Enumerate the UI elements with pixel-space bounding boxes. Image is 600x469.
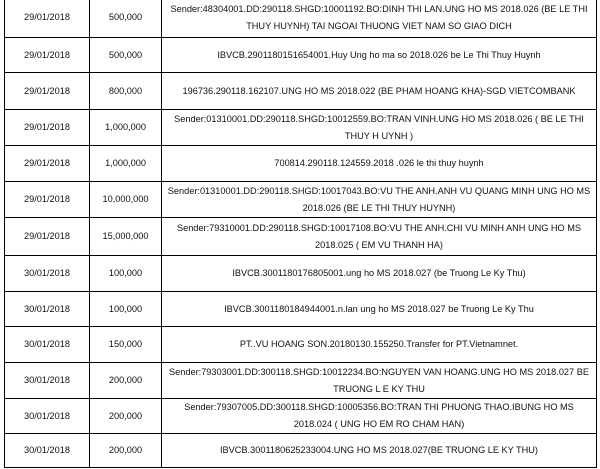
amount-cell: 100,000	[90, 256, 162, 292]
table-row	[5, 0, 597, 38]
description-cell: IBVCB.3001180184944001.n.lan ung ho MS 2018.027 be Truong Le Ky Thu	[162, 292, 597, 327]
description-cell: Sender:01310001.DD:290118.SHGD:10012559.BO:TRAN VINH.UNG HO MS 2018.026 ( BE LE THI THUY H UYNH )	[162, 110, 597, 146]
description-cell: 196736.290118.162107.UNG HO MS 2018.022 (BE PHAM HOANG KHA)-SGD VIETCOMBANK	[162, 73, 597, 110]
amount-cell: 150,000	[90, 327, 162, 363]
date-cell: 29/01/2018	[5, 38, 90, 73]
table-row	[5, 434, 597, 468]
description-cell: IBVCB.3001180176805001.ung ho MS 2018.027 (be Truong Le Ky Thu)	[162, 256, 597, 292]
date-cell: 30/01/2018	[5, 363, 90, 399]
amount-cell: 200,000	[90, 399, 162, 434]
description-cell: Sender:79307005.DD:300118.SHGD:10005356.BO:TRAN THI PHUONG THAO.IBUNG HO MS 2018.024 ( UNG HO EM RO CHAM HAN)	[162, 399, 597, 434]
date-cell: 29/01/2018	[5, 146, 90, 182]
date-cell: 30/01/2018	[5, 256, 90, 292]
amount-cell: 1,000,000	[90, 146, 162, 182]
table-row	[5, 218, 597, 256]
date-cell: 29/01/2018	[5, 73, 90, 110]
table-row	[5, 256, 597, 292]
description-cell: Sender:01310001.DD:290118.SHGD:10017043.BO:VU THE ANH.ANH VU QUANG MINH UNG HO MS 2018.026 (BE LE THI THUY HUYNH)	[162, 182, 597, 218]
transactions-table	[4, 0, 597, 468]
table-row	[5, 399, 597, 434]
date-cell: 29/01/2018	[5, 218, 90, 256]
description-cell: Sender:79303001.DD:300118.SHGD:10012234.BO:NGUYEN VAN HOANG.UNG HO MS 2018.027 BE TRUONG L E KY THU	[162, 363, 597, 399]
date-cell: 29/01/2018	[5, 182, 90, 218]
amount-cell: 200,000	[90, 363, 162, 399]
table-row	[5, 292, 597, 327]
description-cell: 700814.290118.124559.2018 .026 le thi thuy huynh	[162, 146, 597, 182]
description-cell: IBVCB.2901180151654001.Huy Ung ho ma so 2018.026 be Le Thi Thuy Huynh	[162, 38, 597, 73]
description-cell: Sender:79310001.DD:290118.SHGD:10017108.BO:VU THE ANH.CHI VU MINH ANH UNG HO MS 2018.025 ( EM VU THANH HA)	[162, 218, 597, 256]
date-cell: 30/01/2018	[5, 434, 90, 468]
date-cell: 29/01/2018	[5, 0, 90, 38]
amount-cell: 500,000	[90, 0, 162, 38]
table-row	[5, 38, 597, 73]
description-cell: Sender:48304001.DD:290118.SHGD:10001192.BO:DINH THI LAN.UNG HO MS 2018.026 (BE LE THI THUY HUYNH) TAI NGOAI THUONG VIET NAM SO GIAO DICH	[162, 0, 597, 38]
description-cell: IBVCB.3001180625233004.UNG HO MS 2018.027(BE TRUONG LE KY THU)	[162, 434, 597, 468]
amount-cell: 200,000	[90, 434, 162, 468]
amount-cell: 100,000	[90, 292, 162, 327]
table-row	[5, 73, 597, 110]
table-row	[5, 363, 597, 399]
description-cell: PT..VU HOANG SON.20180130.155250.Transfer for PT.Vietnamnet.	[162, 327, 597, 363]
amount-cell: 10,000,000	[90, 182, 162, 218]
date-cell: 30/01/2018	[5, 292, 90, 327]
date-cell: 30/01/2018	[5, 327, 90, 363]
table-row	[5, 327, 597, 363]
amount-cell: 1,000,000	[90, 110, 162, 146]
amount-cell: 500,000	[90, 38, 162, 73]
amount-cell: 800,000	[90, 73, 162, 110]
date-cell: 29/01/2018	[5, 110, 90, 146]
date-cell: 30/01/2018	[5, 399, 90, 434]
table-row	[5, 182, 597, 218]
amount-cell: 15,000,000	[90, 218, 162, 256]
table-row	[5, 146, 597, 182]
table-row	[5, 110, 597, 146]
